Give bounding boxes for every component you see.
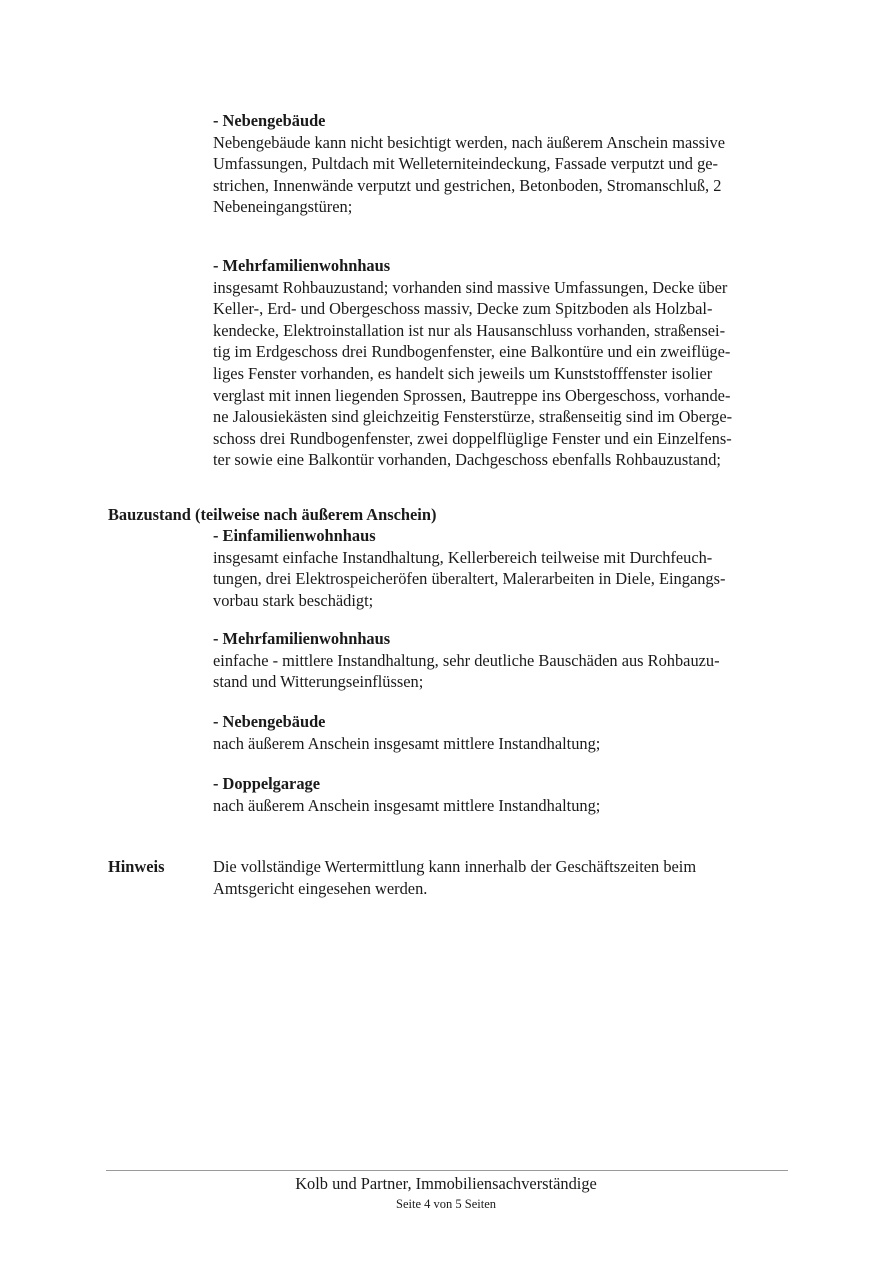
text-line: Nebeneingangstüren; <box>213 197 353 217</box>
text-line: stand und Witterungseinflüssen; <box>213 672 424 692</box>
heading-einfamilienwohnhaus: - Einfamilienwohnhaus <box>213 526 376 545</box>
bauzustand-einfamilienwohnhaus <box>213 525 785 611</box>
footer-company: Kolb und Partner, Immobiliensachverständige <box>295 1174 597 1193</box>
text-line: tig im Erdgeschoss drei Rundbogenfenster, eine Balkontüre und ein zweiflüge- <box>213 342 731 362</box>
hinweis-text <box>213 856 785 899</box>
heading-mehrfamilienwohnhaus: - Mehrfamilienwohnhaus <box>213 256 391 275</box>
text-line: kendecke, Elektroinstallation ist nur als Hausanschluss vorhanden, straßensei- <box>213 320 726 340</box>
text-line: insgesamt einfache Instandhaltung, Kellerbereich teilweise mit Durchfeuch- <box>213 547 713 567</box>
text-line: ter sowie eine Balkontür vorhanden, Dachgeschoss ebenfalls Rohbauzustand; <box>213 450 721 470</box>
text-line: Keller-, Erd- und Obergeschoss massiv, Decke zum Spitzboden als Holzbal- <box>213 299 713 319</box>
text-line: Umfassungen, Pultdach mit Welleterniteindeckung, Fassade verputzt und ge- <box>213 154 718 174</box>
text-line: schoss drei Rundbogenfenster, zwei doppelflüglige Fenster und ein Einzelfens- <box>213 428 732 448</box>
heading-doppelgarage: - Doppelgarage <box>213 774 320 793</box>
footer-divider <box>106 1170 788 1171</box>
text-line: vorbau stark beschädigt; <box>213 590 374 610</box>
text-line: ne Jalousiekästen sind gleichzeitig Fensterstürze, straßenseitig sind im Oberge- <box>213 407 733 427</box>
text-line: strichen, Innenwände verputzt und gestrichen, Betonboden, Stromanschluß, 2 <box>213 175 722 195</box>
bauzustand-nebengebaeude <box>213 711 785 754</box>
footer-page-number: Seite 4 von 5 Seiten <box>396 1197 496 1211</box>
bauzustand-doppelgarage <box>213 773 785 816</box>
text-line: tungen, drei Elektrospeicheröfen überaltert, Malerarbeiten in Diele, Eingangs- <box>213 569 726 589</box>
section-label-hinweis: Hinweis <box>108 857 165 876</box>
text-line: Amtsgericht eingesehen werden. <box>213 878 428 898</box>
section-label-bauzustand: Bauzustand (teilweise nach äußerem Anschein) <box>108 505 437 524</box>
text-line: verglast mit innen liegenden Sprossen, Bautreppe ins Obergeschoss, vorhande- <box>213 385 731 405</box>
heading-nebengebaeude: - Nebengebäude <box>213 111 326 130</box>
text-line: Nebengebäude kann nicht besichtigt werden, nach äußerem Anschein massive <box>213 132 726 152</box>
text-line: nach äußerem Anschein insgesamt mittlere Instandhaltung; <box>213 733 601 753</box>
section-mehrfamilienwohnhaus-description <box>213 255 785 471</box>
bauzustand-mehrfamilienwohnhaus <box>213 628 785 693</box>
heading-mehrfamilienwohnhaus: - Mehrfamilienwohnhaus <box>213 629 391 648</box>
section-nebengebaeude-description <box>213 110 785 218</box>
text-line: liges Fenster vorhanden, es handelt sich jeweils um Kunststofffenster isolier <box>213 363 713 383</box>
text-line: insgesamt Rohbauzustand; vorhanden sind massive Umfassungen, Decke über <box>213 277 728 297</box>
text-line: einfache - mittlere Instandhaltung, sehr deutliche Bauschäden aus Rohbauzu- <box>213 650 720 670</box>
text-line: Die vollständige Wertermittlung kann innerhalb der Geschäftszeiten beim <box>213 857 697 876</box>
text-line: nach äußerem Anschein insgesamt mittlere Instandhaltung; <box>213 795 601 815</box>
heading-nebengebaeude: - Nebengebäude <box>213 712 326 731</box>
